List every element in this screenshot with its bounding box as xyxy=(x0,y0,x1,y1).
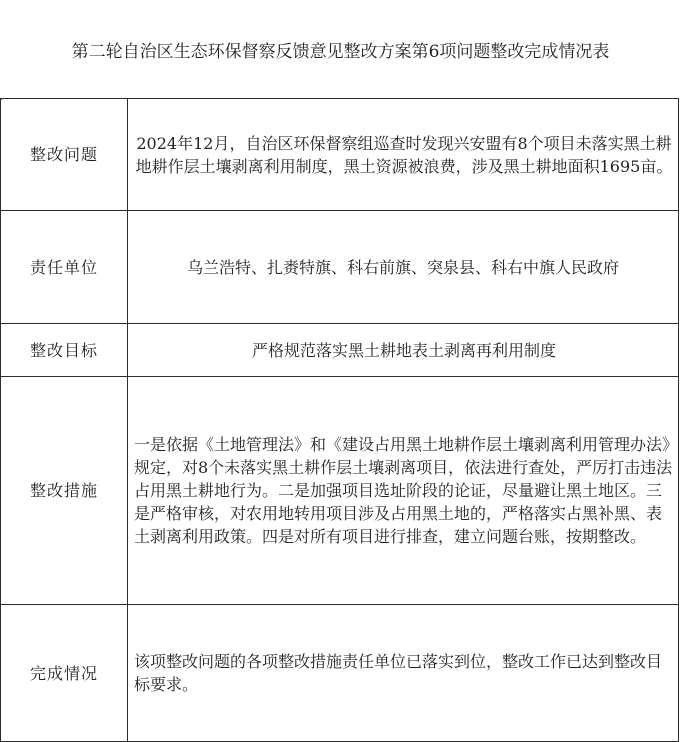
title-band xyxy=(0,0,681,98)
table-row-goal xyxy=(1,324,679,377)
rectification-table xyxy=(0,98,679,742)
row-label-problem: 整改问题 xyxy=(1,99,128,211)
table-row-responsible-units xyxy=(1,211,679,324)
row-label-responsible-units: 责任单位 xyxy=(1,211,128,324)
row-content-goal: 严格规范落实黑土耕地表土剥离再利用制度 xyxy=(128,324,679,377)
table-row-completion xyxy=(1,605,679,742)
row-label-measures: 整改措施 xyxy=(1,377,128,605)
table-row-measures xyxy=(1,377,679,605)
row-content-measures: 一是依据《土地管理法》和《建设占用黑土地耕作层土壤剥离利用管理办法》规定，对8个未落实黑土耕作层土壤剥离项目，依法进行查处，严厉打击违法占用黑土耕地行为。二是加强项目选址阶段的论证，尽量避让黑土地区。三是严格审核，对农用地转用项目涉及占用黑土地的，严格落实占黑补黑、表土剥离利用政策。四是对所有项目进行排查，建立问题台账，按期整改。 xyxy=(128,377,679,605)
row-content-responsible-units: 乌兰浩特、扎赉特旗、科右前旗、突泉县、科右中旗人民政府 xyxy=(128,211,679,324)
table-row-problem xyxy=(1,99,679,211)
row-content-completion: 该项整改问题的各项整改措施责任单位已落实到位，整改工作已达到整改目标要求。 xyxy=(128,605,679,742)
row-label-completion: 完成情况 xyxy=(1,605,128,742)
row-label-goal: 整改目标 xyxy=(1,324,128,377)
page-title: 第二轮自治区生态环保督察反馈意见整改方案第6项问题整改完成情况表 xyxy=(71,41,610,62)
row-content-problem: 2024年12月，自治区环保督察组巡查时发现兴安盟有8个项目未落实黑土耕地耕作层土壤剥离利用制度，黑土资源被浪费，涉及黑土耕地面积1695亩。 xyxy=(128,99,679,211)
